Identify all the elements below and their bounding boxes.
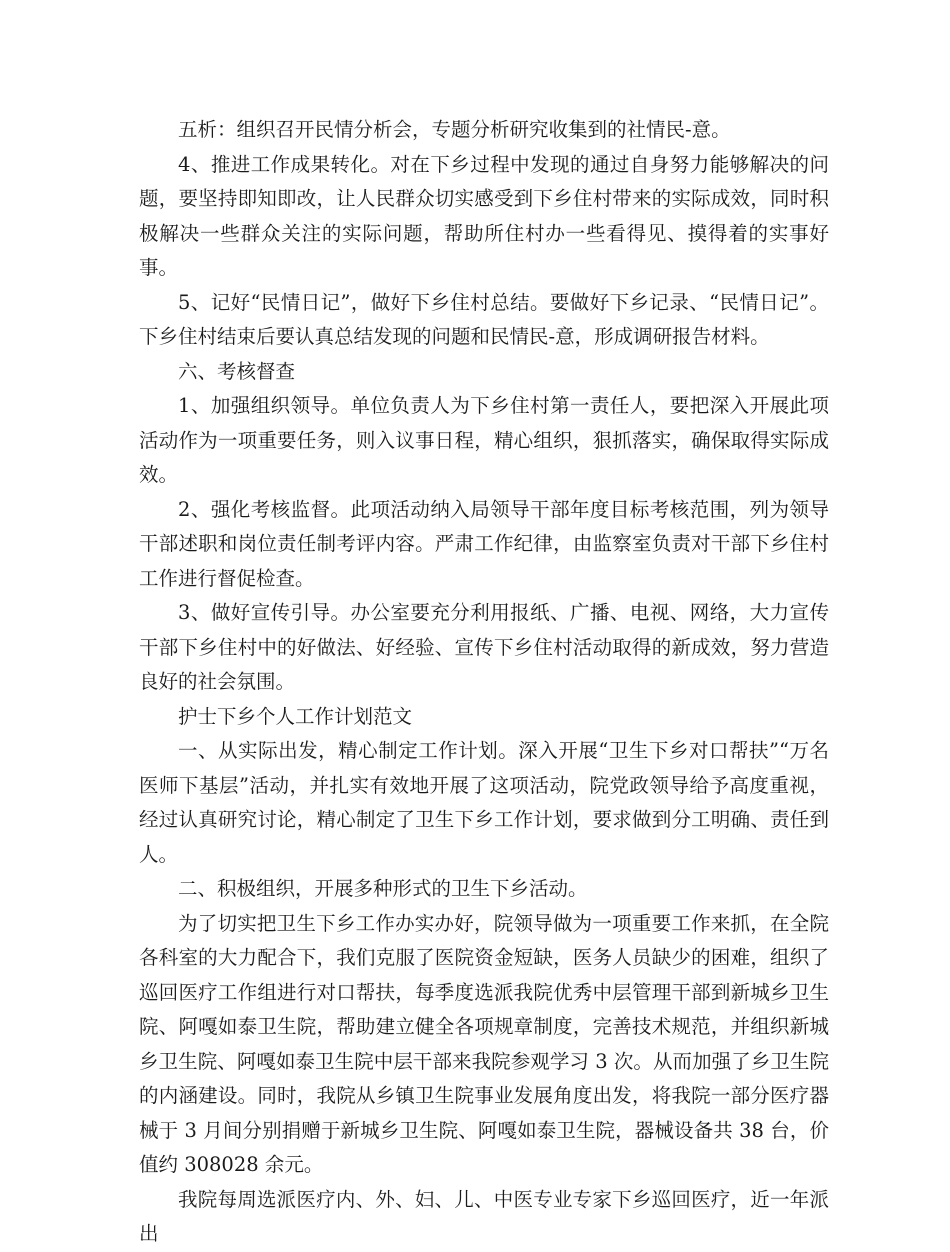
- paragraph-assessment-2: 2、强化考核监督。此项活动纳入局领导干部年度目标考核范围，列为领导干部述职和岗位责任制考评内容。严肃工作纪律，由监察室负责对干部下乡住村工作进行督促检查。: [139, 497, 829, 590]
- paragraph-wuxi: 五析：组织召开民情分析会，专题分析研究收集到的社情民-意。: [178, 118, 731, 141]
- paragraph-item-5: 5、记好“民情日记”，做好下乡住村总结。要做好下乡记录、“民情日记”。下乡住村结束后要认真总结发现的问题和民情民-意，形成调研报告材料。: [139, 290, 829, 348]
- paragraph-assessment-1: 1、加强组织领导。单位负责人为下乡住村第一责任人，要把深入开展此项活动作为一项重要任务，则入议事日程，精心组织，狠抓落实，确保取得实际成效。: [139, 394, 829, 486]
- paragraph-assessment-3: 3、做好宣传引导。办公室要充分利用报纸、广播、电视、网络，大力宣传干部下乡住村中的好做法、好经验、宣传下乡住村活动取得的新成效，努力营造良好的社会氛围。: [139, 601, 829, 693]
- paragraph-item-4: 4、推进工作成果转化。对在下乡过程中发现的通过自身努力能够解决的问题，要坚持即知即改，让人民群众切实感受到下乡住村带来的实际成效，同时积极解决一些群众关注的实际问题，帮助所住村办一些看得见、摸得着的实事好事。: [139, 152, 829, 279]
- section-heading-activities: 二、积极组织，开展多种形式的卫生下乡活动。: [178, 877, 588, 900]
- paragraph-plan-1: 一、从实际出发，精心制定工作计划。深入开展“卫生下乡对口帮扶”“万名医师下基层”活动，并扎实有效地开展了这项活动，院党政领导给予高度重视，经过认真研究讨论，精心制定了卫生下乡工作计划，要求做到分工明确、责任到人。: [139, 739, 829, 866]
- paragraph-weekly-visits: 我院每周选派医疗内、外、妇、儿、中医专业专家下乡巡回医疗，近一年派出: [139, 1187, 829, 1245]
- paragraph-activities-body: 为了切实把卫生下乡工作办实办好，院领导做为一项重要工作来抓，在全院各科室的大力配合下，我们克服了医院资金短缺，医务人员缺少的困难，组织了巡回医疗工作组进行对口帮扶，每季度选派我院优秀中层管理干部到新城乡卫生院、阿嘎如泰卫生院，帮助建立健全各项规章制度，完善技术规范，并组织新城乡卫生院、阿嘎如泰卫生院中层干部来我院参观学习 3 次。从而加强了乡卫生院的内涵建设。同时，我院从乡镇卫生院事业发展角度出发，将我院一部分医疗器械于 3 月间分别捐赠于新城乡卫生院、阿嘎如泰卫生院，器械设备共 38 台，价值约 308028 余元。: [139, 911, 829, 1176]
- document-subtitle: 护士下乡个人工作计划范文: [178, 704, 413, 728]
- section-heading-assessment: 六、考核督查: [178, 359, 296, 383]
- document-body: [139, 113, 829, 1252]
